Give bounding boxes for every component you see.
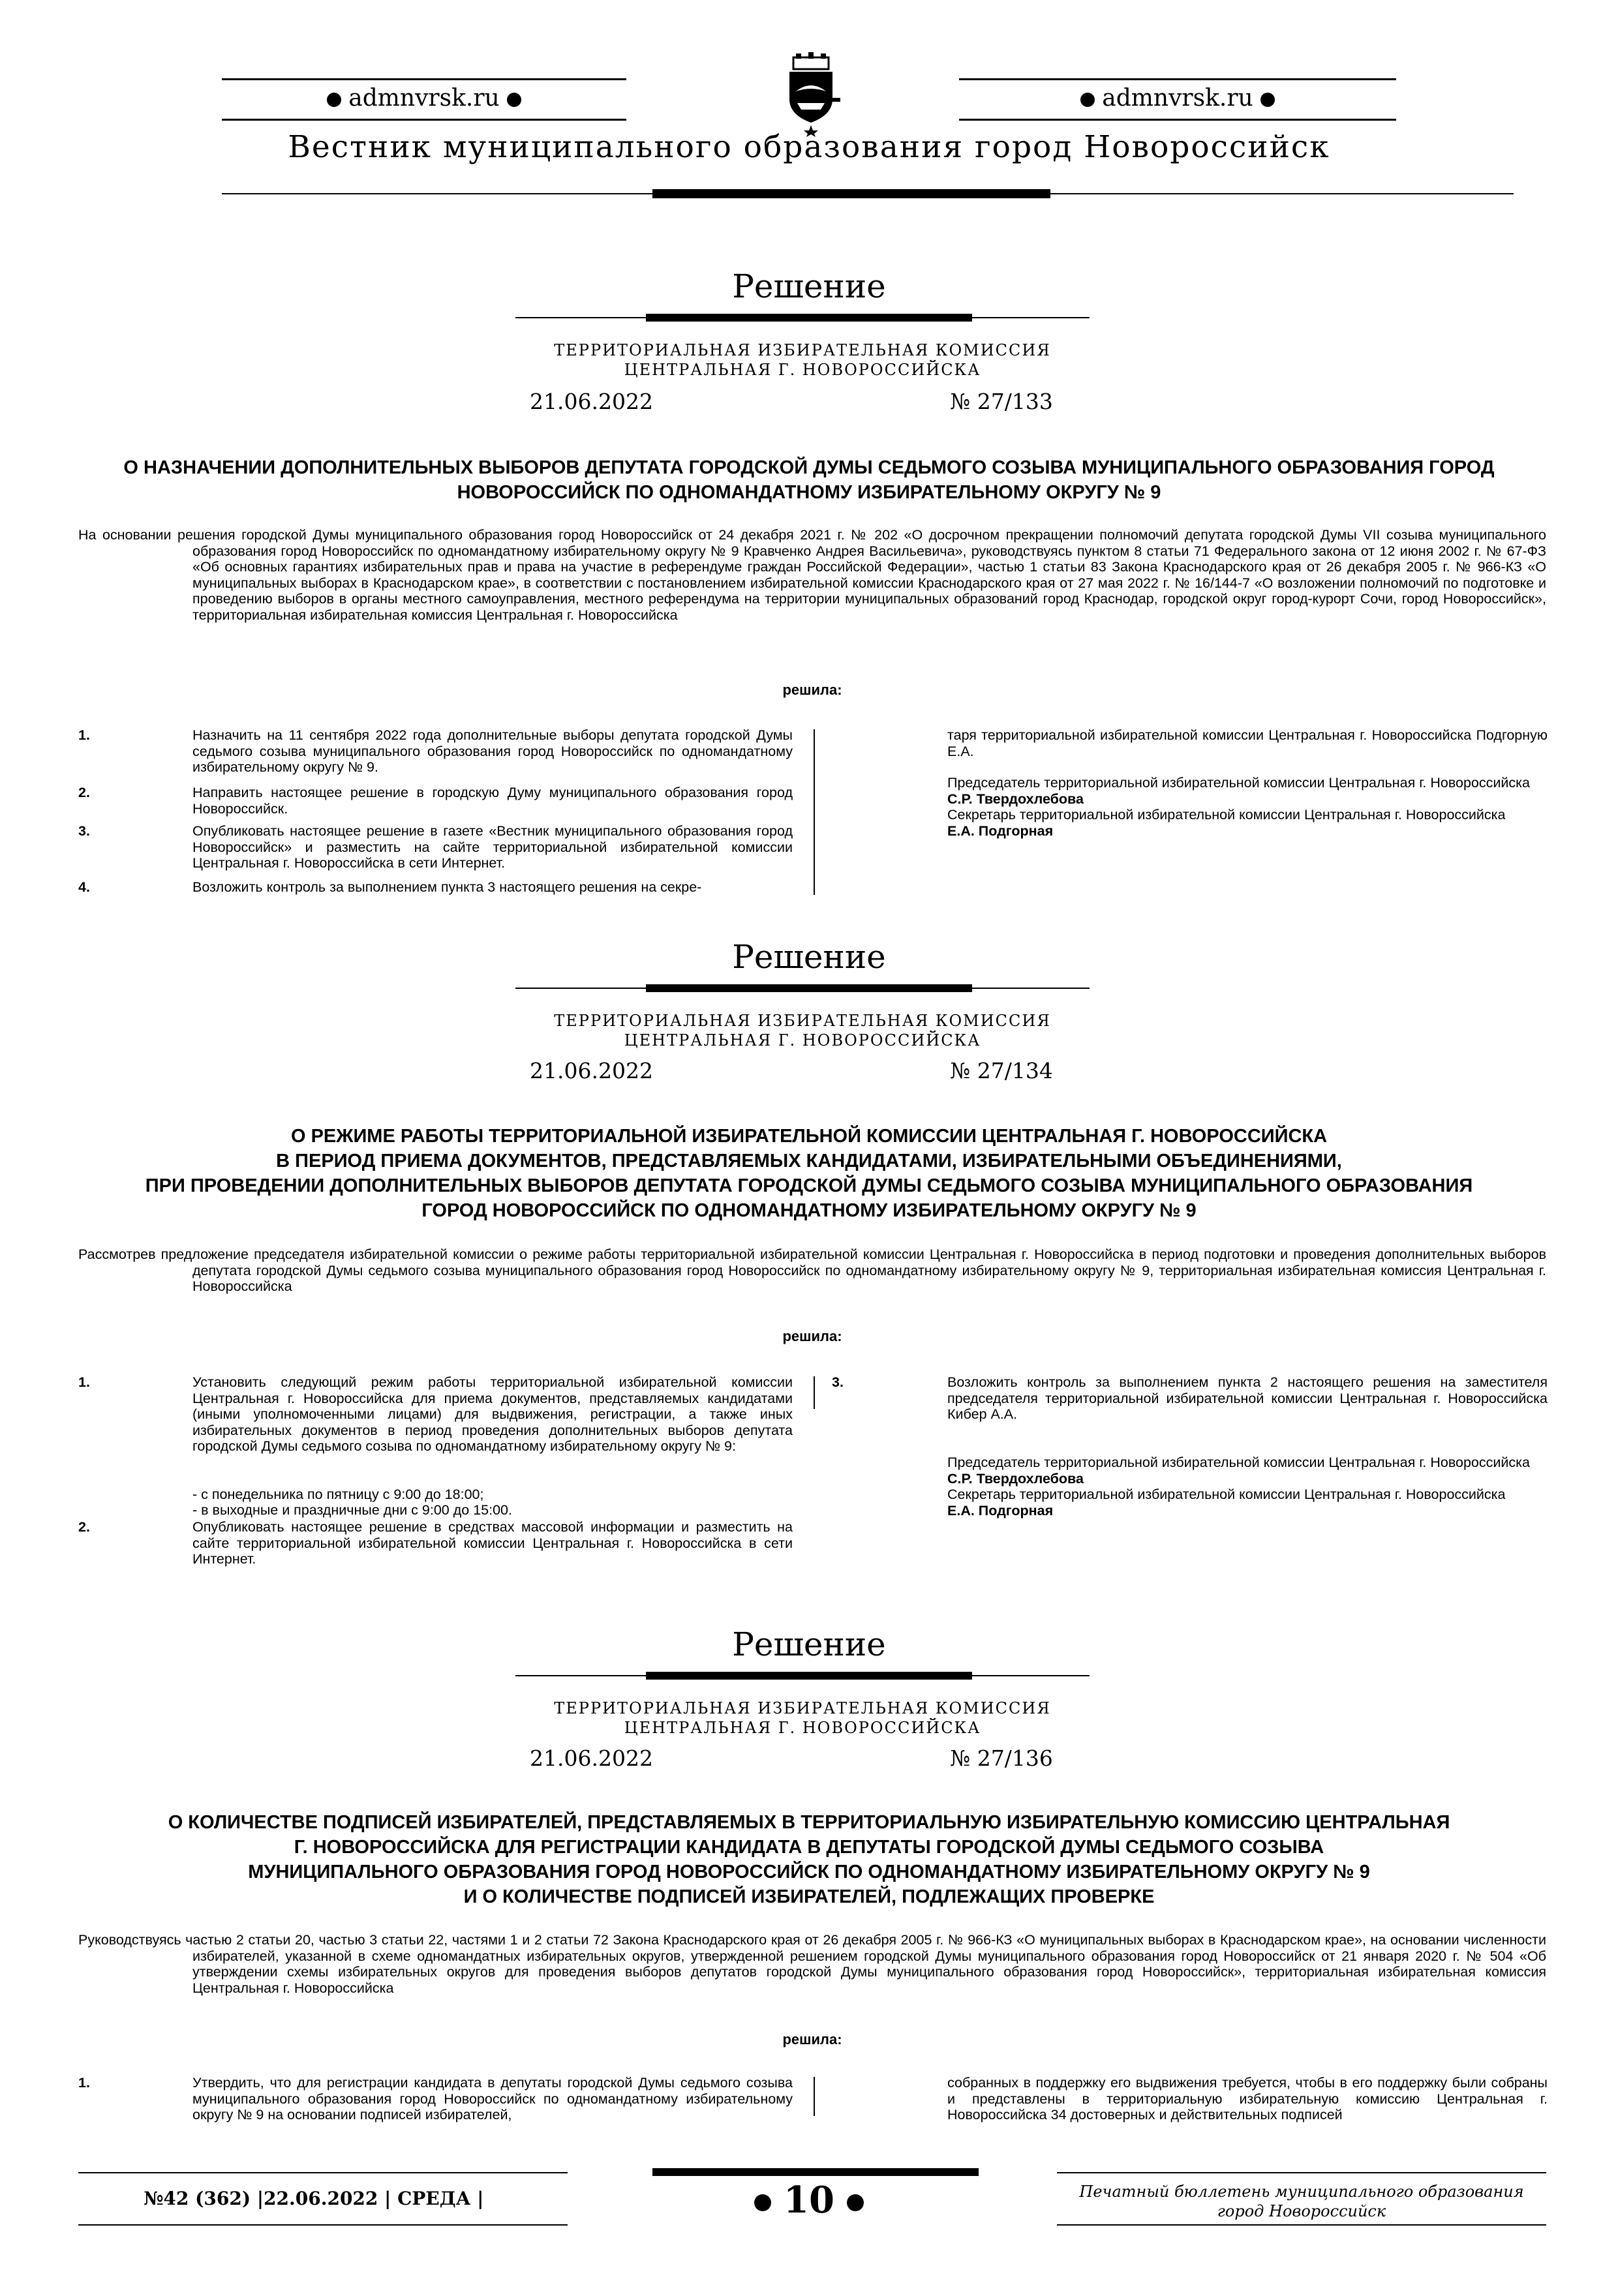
item-text: Опубликовать настоящее решение в средствах массовой информации и разместить на сайте территориальной избирательной комиссии Центральная г. Новороссийска в сети Интернет. (192, 1519, 793, 1567)
decision-date: 21.06.2022 (530, 389, 653, 414)
bulletin-line: город Новороссийск (1217, 2202, 1386, 2220)
decision-number: № 27/134 (950, 1058, 1053, 1083)
preamble-text: Рассмотрев предложение председателя избирательной комиссии о режиме работы территориальной избирательной комиссии Центральная г. Новороссийска в период подготовки и проведения дополнительных выборов депутата городской Думы седьмого созыва муниципального образования город Новороссийск по одномандатному избирательному округу № 9, территориальная избирательная комиссия Центральная г. Новороссийска (78, 1246, 1546, 1294)
heading-line: МУНИЦИПАЛЬНОГО ОБРАЗОВАНИЯ ГОРОД НОВОРОССИЙСК ПО ОДНОМАНДАТНОМУ ИЗБИРАТЕЛЬНОМУ ОКРУГУ № 9 (248, 1862, 1370, 1882)
preamble-text: Руководствуясь частью 2 статьи 20, частью 3 статьи 22, частями 1 и 2 статьи 72 Закона Краснодарского края от 26 декабря 2005 г. № 966-КЗ «О муниципальных выборах в Краснодарском крае», на основании численности избирателей, указанной в схеме одномандатных избирательных округов, утвержденной решением городской Думы муниципального образования город Новороссийск от 21 января 2020 г. № 504 «Об утверждении схемы избирательных округов для проведения выборов депутатов городской Думы муниципального образования город Новороссийск», территориальная избирательная комиссия Центральная г. Новороссийска (78, 1932, 1546, 1996)
footer-rule-right (1057, 2172, 1546, 2173)
item-number: 1. (78, 727, 90, 743)
masthead-bottom-bar (652, 189, 1050, 198)
chair-name: С.Р. Твердохлебова (947, 1470, 1084, 1487)
masthead-rule-left (222, 78, 626, 80)
decision-preamble (78, 1932, 1546, 1996)
coat-of-arms-icon (782, 52, 840, 137)
item-text: Возложить контроль за выполнением пункта 3 настоящего решения на секре- (192, 879, 702, 895)
bullet-icon (1260, 93, 1275, 107)
decision-heading (78, 455, 1540, 505)
title-bar (646, 314, 972, 322)
decision-date: 21.06.2022 (530, 1745, 653, 1771)
column-divider (814, 1376, 815, 1409)
chair-title: Председатель территориальной избирательной комиссии Центральная г. Новороссийска (947, 1455, 1530, 1470)
item-number: 2. (78, 1519, 90, 1535)
issue-weekday: СРЕДА (397, 2188, 471, 2209)
footer-bar (652, 2168, 979, 2176)
decision-number: № 27/136 (950, 1745, 1053, 1771)
bullet-icon (847, 2194, 864, 2211)
item-text: Направить настоящее решение в городскую Думу муниципального образования город Новороссийск. (192, 785, 793, 817)
bullet-icon (1080, 93, 1095, 107)
secretary-title: Секретарь территориальной избирательной комиссии Центральная г. Новороссийска (947, 807, 1506, 823)
item-text: - с понедельника по пятницу с 9:00 до 18:00; (192, 1487, 484, 1502)
secretary-title: Секретарь территориальной избирательной комиссии Центральная г. Новороссийска (947, 1487, 1506, 1502)
page-number-text: 10 (784, 2179, 834, 2222)
chair-name: С.Р. Твердохлебова (947, 791, 1084, 807)
decision-heading (78, 1810, 1540, 1909)
item-text: Утвердить, что для регистрации кандидата в депутаты городской Думы седьмого созыва муниципального образования город Новороссийск по одномандатному избирательному округу № 9 на основании подписей избирателей, (192, 2075, 793, 2122)
footer-rule-right-lower (1057, 2224, 1546, 2226)
decision-heading (78, 1124, 1540, 1223)
org-line: ТЕРРИТОРИАЛЬНАЯ ИЗБИРАТЕЛЬНАЯ КОМИССИЯ (554, 341, 1051, 359)
heading-line: И О КОЛИЧЕСТВЕ ПОДПИСЕЙ ИЗБИРАТЕЛЕЙ, ПОДЛЕЖАЩИХ ПРОВЕРКЕ (463, 1886, 1155, 1907)
bullet-icon (507, 93, 521, 107)
item-number: 1. (78, 1374, 90, 1390)
column-divider (814, 729, 815, 895)
commission-name (515, 1699, 1090, 1738)
footer-rule-left (78, 2172, 568, 2173)
item-number: 4. (78, 879, 90, 895)
bulletin-caption (1057, 2182, 1546, 2221)
heading-line: О КОЛИЧЕСТВЕ ПОДПИСЕЙ ИЗБИРАТЕЛЕЙ, ПРЕДСТАВЛЯЕМЫХ В ТЕРРИТОРИАЛЬНУЮ ИЗБИРАТЕЛЬНУЮ КОМИССИЮ ЦЕНТРАЛЬНАЯ (168, 1812, 1450, 1833)
right-column (947, 2075, 1548, 2123)
decision-title: Решение (732, 267, 886, 305)
masthead-rule-right-lower (959, 119, 1396, 121)
item-text: Опубликовать настоящее решение в газете «Вестник муниципального образования город Новороссийск» и разместить на сайте территориальной избирательной комиссии Центральная г. Новороссийска в сети Интернет. (192, 823, 793, 871)
heading-line: НОВОРОССИЙСК ПО ОДНОМАНДАТНОМУ ИЗБИРАТЕЛЬНОМУ ОКРУГУ № 9 (457, 482, 1161, 503)
decision-date: 21.06.2022 (530, 1058, 653, 1083)
masthead-title: Вестник муниципального образования город Новороссийск (288, 129, 1330, 165)
masthead-rule-right (959, 78, 1396, 80)
footer-rule-left-lower (78, 2224, 568, 2226)
preamble-text: На основании решения городской Думы муниципального образования город Новороссийск от 24 декабря 2021 г. № 202 «О досрочном прекращении полномочий депутата городской Думы VII созыва муниципального образования город Новороссийск по одномандатному избирательному округу № 9 Кравченко Андрея Васильевича», руководствуясь пунктом 8 статьи 71 Федерального закона от 12 июня 2002 г. № 67-ФЗ «Об основных гарантиях избирательных прав и права на участие в референдуме граждан Российской Федерации», частью 1 статьи 83 Закона Краснодарского края от 26 декабря 2005 г. № 966-КЗ «О муниципальных выборах в Краснодарском крае», в соответствии с постановлением избирательной комиссии Краснодарского края от 27 мая 2022 г. № 16/144-7 «О возложении полномочий по подготовке и проведению выборов в органы местного самоуправления, местного референдума на территории муниципальных образований город Краснодар, городской округ город-курорт Сочи, город Новороссийск», территориальная избирательная комиссия Центральная г. Новороссийска (78, 527, 1546, 623)
heading-line: Г. НОВОРОССИЙСКА ДЛЯ РЕГИСТРАЦИИ КАНДИДАТА В ДЕПУТАТЫ ГОРОДСКОЙ ДУМЫ СЕДЬМОГО СОЗЫВА (294, 1837, 1324, 1858)
item-number: 1. (78, 2075, 90, 2091)
decision-title: Решение (732, 938, 886, 976)
item-number: 3. (78, 823, 90, 839)
title-bar (646, 984, 972, 992)
org-line: ТЕРРИТОРИАЛЬНАЯ ИЗБИРАТЕЛЬНАЯ КОМИССИЯ (554, 1699, 1051, 1717)
org-line: ЦЕНТРАЛЬНАЯ Г. НОВОРОССИЙСКА (624, 1031, 981, 1050)
masthead-rule-left-lower (222, 119, 626, 121)
heading-line: ПРИ ПРОВЕДЕНИИ ДОПОЛНИТЕЛЬНЫХ ВЫБОРОВ ДЕПУТАТА ГОРОДСКОЙ ДУМЫ СЕДЬМОГО СОЗЫВА МУНИЦИПАЛЬНОГО ОБРАЗОВАНИЯ (145, 1175, 1473, 1196)
org-line: ТЕРРИТОРИАЛЬНАЯ ИЗБИРАТЕЛЬНАЯ КОМИССИЯ (554, 1012, 1051, 1030)
item-text: Установить следующий режим работы территориальной избирательной комиссии Центральная г. Новороссийска для приема документов, представляемых кандидатами (иными уполномоченными лицами) для выдвижения, регистрации, а также иных избирательных документов в период проведения дополнительных выборов депутата городской Думы седьмого созыва по одномандатному избирательному округу № 9: (192, 1374, 793, 1454)
heading-line: О РЕЖИМЕ РАБОТЫ ТЕРРИТОРИАЛЬНОЙ ИЗБИРАТЕЛЬНОЙ КОМИССИИ ЦЕНТРАЛЬНАЯ Г. НОВОРОССИЙСКА (290, 1126, 1328, 1147)
heading-line: ГОРОД НОВОРОССИЙСК ПО ОДНОМАНДАТНОМУ ИЗБИРАТЕЛЬНОМУ ОКРУГУ № 9 (421, 1200, 1197, 1221)
title-bar (646, 1672, 972, 1680)
item-text: Возложить контроль за выполнением пункта 2 настоящего решения на заместителя председателя территориальной избирательной комиссии Центральная г. Новороссийска Кибер А.А. (947, 1374, 1548, 1422)
resolved-label: решила: (782, 682, 842, 698)
column-divider (814, 2077, 815, 2116)
decision-number: № 27/133 (950, 389, 1053, 414)
decision-preamble (78, 1246, 1546, 1295)
bullet-icon (754, 2194, 771, 2211)
item-text: Назначить на 11 сентября 2022 года дополнительные выборы депутата городской Думы седьмого созыва муниципального образования город Новороссийск по одномандатному избирательному округу № 9. (192, 727, 793, 775)
site-link-left[interactable] (222, 85, 626, 112)
commission-name (515, 340, 1090, 380)
org-line: ЦЕНТРАЛЬНАЯ Г. НОВОРОССИЙСКА (624, 361, 981, 379)
item-continuation: собранных в поддержку его выдвижения требуется, чтобы в его поддержку были собраны и представлены в территориальную избирательную комиссию Центральная г. Новороссийска 34 достоверных и действительных подписей (947, 2075, 1548, 2122)
issue-info: №42 (362) |22.06.2022 | СРЕДА | (144, 2188, 484, 2209)
item-number: 3. (832, 1374, 844, 1390)
heading-line: В ПЕРИОД ПРИЕМА ДОКУМЕНТОВ, ПРЕДСТАВЛЯЕМЫХ КАНДИДАТАМИ, ИЗБИРАТЕЛЬНЫМИ ОБЪЕДИНЕНИЯМИ, (276, 1151, 1342, 1171)
item-number: 2. (78, 785, 90, 800)
site-right-text[interactable]: admnvrsk.ru (1102, 85, 1253, 112)
item-text: - в выходные и праздничные дни с 9:00 до 15:00. (192, 1502, 512, 1518)
heading-line: О НАЗНАЧЕНИИ ДОПОЛНИТЕЛЬНЫХ ВЫБОРОВ ДЕПУТАТА ГОРОДСКОЙ ДУМЫ СЕДЬМОГО СОЗЫВА МУНИЦИПАЛЬНОГО ОБРАЗОВАНИЯ ГОРОД (123, 457, 1495, 478)
site-link-right[interactable] (959, 85, 1396, 112)
resolved-label: решила: (782, 2031, 842, 2047)
decision-title: Решение (732, 1625, 886, 1663)
decision-preamble (78, 527, 1546, 623)
secretary-name: Е.А. Подгорная (947, 823, 1054, 839)
issue-date: 22.06.2022 (264, 2188, 378, 2209)
org-line: ЦЕНТРАЛЬНАЯ Г. НОВОРОССИЙСКА (624, 1719, 981, 1737)
resolved-label: решила: (782, 1328, 842, 1344)
commission-name (515, 1011, 1090, 1050)
secretary-name: Е.А. Подгорная (947, 1502, 1054, 1518)
right-column (947, 727, 1548, 839)
page-number (711, 2179, 907, 2222)
right-column (947, 1455, 1548, 1518)
issue-number: №42 (362) (144, 2188, 251, 2209)
site-left-text[interactable]: admnvrsk.ru (348, 85, 500, 112)
chair-title: Председатель территориальной избирательной комиссии Центральная г. Новороссийска (947, 775, 1530, 791)
item-continuation: таря территориальной избирательной комиссии Центральная г. Новороссийска Подгорную Е.А. (947, 727, 1548, 759)
bullet-icon (327, 93, 341, 107)
bulletin-line: Печатный бюллетень муниципального образования (1079, 2183, 1524, 2201)
